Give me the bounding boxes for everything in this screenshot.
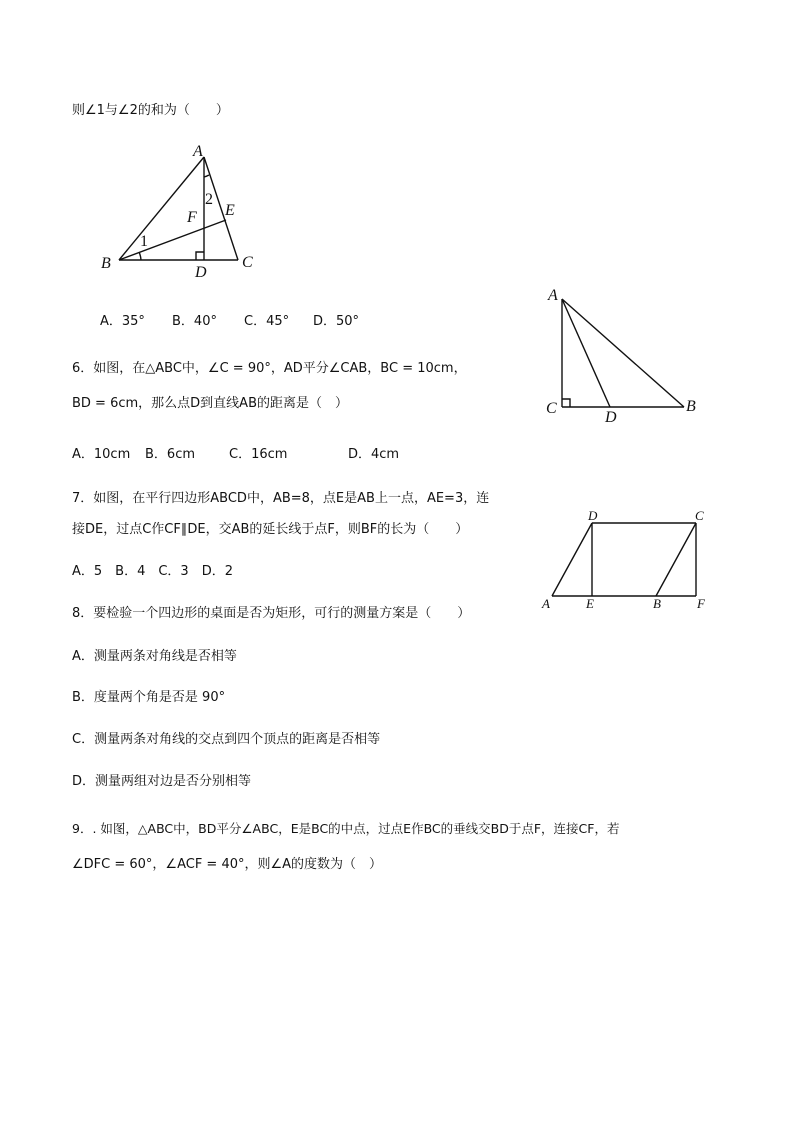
q6-option-a[interactable]: A．10cm [72,447,131,462]
q6-stem-line1: 6．如图，在△ABC中，∠C = 90°，AD平分∠CAB，BC = 10cm， [72,361,467,376]
q6-label-A: A [548,287,558,304]
q5-label-D: D [195,264,207,281]
q5-label-E: E [225,202,235,219]
q5-option-d[interactable]: D．50° [313,314,360,329]
q7-stem-line1: 7．如图，在平行四边形ABCD中，AB=8，点E是AB上一点，AE=3，连 [72,491,490,506]
q6-label-C: C [546,400,557,417]
q9-stem-line2: ∠DFC = 60°，∠ACF = 40°，则∠A的度数为（ ） [72,857,383,872]
q8-option-a[interactable]: A．测量两条对角线是否相等 [72,649,237,664]
q5-option-a[interactable]: A．35° [100,314,145,329]
q6-label-D: D [605,409,617,426]
q6-label-B: B [686,398,696,415]
q7-parallelogram-figure [538,505,718,620]
q6-option-b[interactable]: B．6cm [145,447,196,462]
q5-angle-2: 2 [205,191,213,208]
q7-label-B: B [653,596,661,611]
q8-option-c[interactable]: C．测量两条对角线的交点到四个顶点的距离是否相等 [72,732,381,747]
q7-options[interactable]: A．5 B．4 C．3 D．2 [72,564,233,579]
q5-label-B: B [101,255,111,272]
q8-option-b[interactable]: B．度量两个角是否是 90° [72,690,226,705]
q5-label-C: C [242,254,253,271]
q8-stem: 8．要检验一个四边形的桌面是否为矩形，可行的测量方案是（ ） [72,606,471,621]
q6-stem-line2: BD = 6cm，那么点D到直线AB的距离是（ ） [72,396,348,411]
q5-option-b[interactable]: B．40° [172,314,217,329]
q5-label-F: F [187,209,197,226]
q5-triangle-figure [95,140,275,280]
q7-label-D: D [588,508,598,523]
q5-option-c[interactable]: C．45° [244,314,290,329]
q7-label-C: C [695,508,704,523]
q5-label-A: A [193,143,203,160]
q5-angle-1: 1 [140,233,148,250]
q9-stem-line1: 9．. 如图，△ABC中，BD平分∠ABC，E是BC的中点，过点E作BC的垂线交BD于点F，连接CF，若 [72,821,620,836]
q7-label-A: A [542,596,550,611]
q8-option-d[interactable]: D．测量两组对边是否分别相等 [72,774,252,789]
q6-right-triangle-figure [540,285,710,425]
q6-option-c[interactable]: C．16cm [229,447,288,462]
q7-stem-line2: 接DE，过点C作CF∥DE，交AB的延长线于点F，则BF的长为（ ） [72,522,469,537]
q6-option-d[interactable]: D．4cm [348,447,400,462]
q7-label-E: E [586,596,594,611]
q5-stem: 则∠1与∠2的和为（ ） [72,103,229,118]
q7-label-F: F [697,596,705,611]
